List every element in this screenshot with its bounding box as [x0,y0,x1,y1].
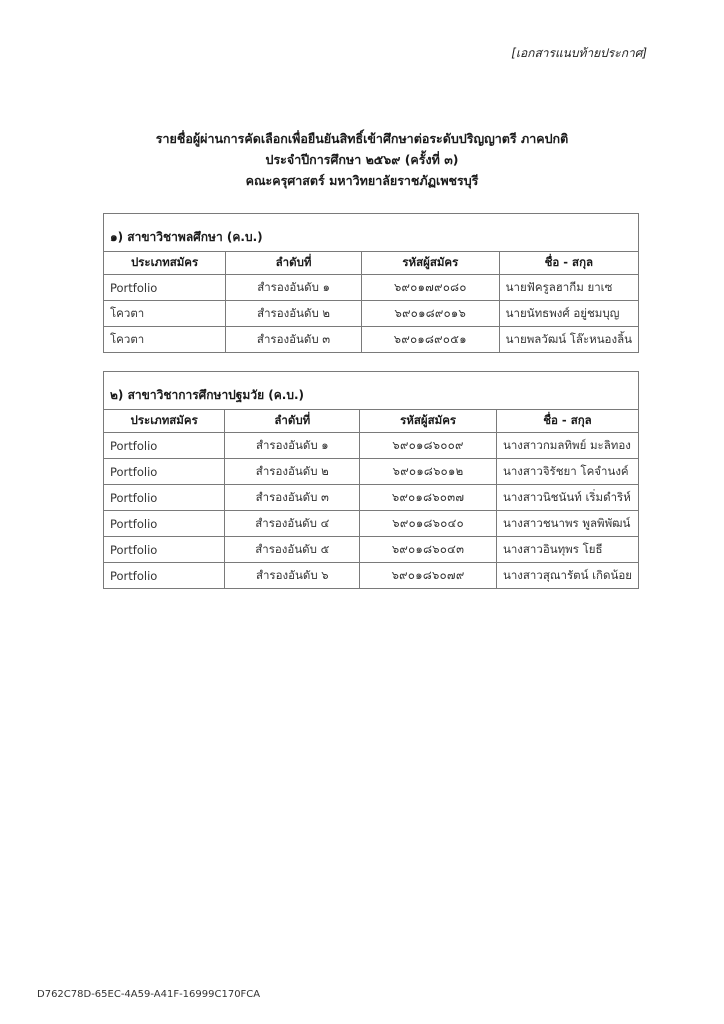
col-header-type: ประเภทสมัคร [104,410,225,433]
cell-applicant-id: ๖๙๐๑๘๖๐๔๓ [360,537,497,563]
cell-rank: สำรองอันดับ ๓ [226,327,362,353]
table-row [104,327,639,353]
cell-applicant-id: ๖๙๐๑๘๖๐๔๐ [360,511,497,537]
section-table-physical-education [103,213,639,353]
cell-rank: สำรองอันดับ ๖ [225,563,360,589]
cell-rank: สำรองอันดับ ๑ [225,433,360,459]
col-header-name: ชื่อ - สกุล [496,410,638,433]
table-row [104,511,639,537]
cell-rank: สำรองอันดับ ๕ [225,537,360,563]
cell-rank: สำรองอันดับ ๒ [225,459,360,485]
col-header-rank: ลำดับที่ [226,252,362,275]
column-header-row [104,252,639,275]
cell-name: นางสาวอินทุพร โยธี [496,537,638,563]
cell-applicant-id: ๖๙๐๑๘๖๐๗๙ [360,563,497,589]
col-header-type: ประเภทสมัคร [104,252,226,275]
section-table-early-childhood [103,371,639,589]
table-row [104,433,639,459]
table-row [104,301,639,327]
cell-type: Portfolio [104,511,225,537]
table-row [104,485,639,511]
section-title: ๑) สาขาวิชาพลศึกษา (ค.บ.) [104,214,639,252]
cell-type: Portfolio [104,459,225,485]
col-header-id: รหัสผู้สมัคร [361,252,499,275]
col-header-rank: ลำดับที่ [225,410,360,433]
cell-applicant-id: ๖๙๐๑๘๖๐๑๒ [360,459,497,485]
title-line-1: รายชื่อผู้ผ่านการคัดเลือกเพื่อยืนยันสิทธิ์เข้าศึกษาต่อระดับปริญญาตรี ภาคปกติ [155,131,569,146]
title-line-2: ประจำปีการศึกษา ๒๕๖๙ (ครั้งที่ ๓) [265,152,459,167]
cell-type: โควตา [104,327,226,353]
table-row [104,537,639,563]
cell-name: นายฟัครูลฮากีม ยาเซ [499,275,638,301]
cell-name: นายพลวัฒน์ โล๊ะหนองลิ้น [499,327,638,353]
cell-name: นายนัทธพงศ์ อยู่ชมบุญ [499,301,638,327]
cell-applicant-id: ๖๙๐๑๘๖๐๐๙ [360,433,497,459]
annex-label: [เอกสารแนบท้ายประกาศ] [511,46,647,60]
cell-rank: สำรองอันดับ ๓ [225,485,360,511]
cell-name: นางสาวกมลทิพย์ มะลิทอง [496,433,638,459]
column-header-row [104,410,639,433]
table-row [104,563,639,589]
cell-type: Portfolio [104,275,226,301]
cell-applicant-id: ๖๙๐๑๘๖๐๓๗ [360,485,497,511]
cell-name: นางสาวชนาพร พูลพิพัฒน์ [496,511,638,537]
section-title: ๒) สาขาวิชาการศึกษาปฐมวัย (ค.บ.) [104,372,639,410]
cell-name: นางสาวสุณารัตน์ เกิดน้อย [496,563,638,589]
cell-type: Portfolio [104,563,225,589]
cell-rank: สำรองอันดับ ๒ [226,301,362,327]
cell-rank: สำรองอันดับ ๔ [225,511,360,537]
table-row [104,275,639,301]
cell-applicant-id: ๖๙๐๑๘๙๐๕๑ [361,327,499,353]
cell-type: โควตา [104,301,226,327]
col-header-name: ชื่อ - สกุล [499,252,638,275]
table-row [104,459,639,485]
cell-type: Portfolio [104,485,225,511]
document-title [0,128,724,191]
title-line-3: คณะครุศาสตร์ มหาวิทยาลัยราชภัฏเพชรบุรี [245,173,479,188]
cell-name: นางสาวจิรัชยา โคจำนงค์ [496,459,638,485]
document-id: D762C78D-65EC-4A59-A41F-16999C170FCA [37,989,261,1000]
col-header-id: รหัสผู้สมัคร [360,410,497,433]
cell-type: Portfolio [104,537,225,563]
cell-type: Portfolio [104,433,225,459]
cell-applicant-id: ๖๙๐๑๘๙๐๑๖ [361,301,499,327]
cell-rank: สำรองอันดับ ๑ [226,275,362,301]
cell-applicant-id: ๖๙๐๑๗๙๐๘๐ [361,275,499,301]
cell-name: นางสาวนิชนันท์ เริ่มดำริห์ [496,485,638,511]
